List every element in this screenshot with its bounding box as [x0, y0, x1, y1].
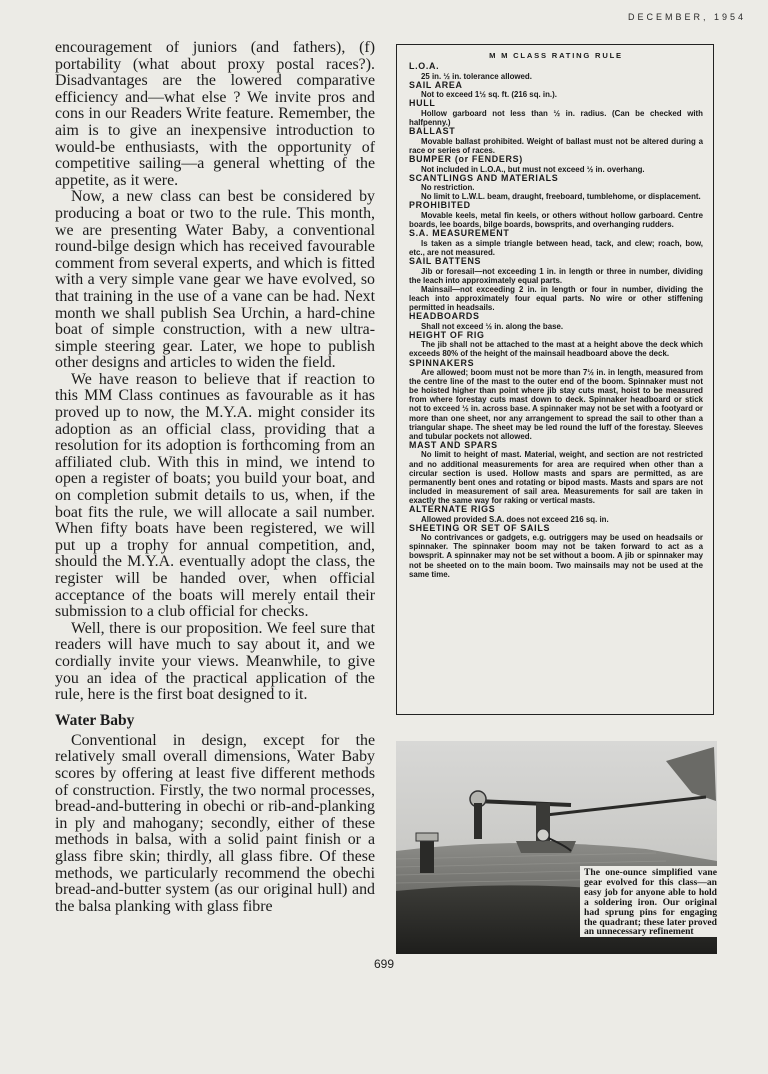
article-paragraph: We have reason to believe that if reaction to this MM Class continues as favourable as it has proved up to now, the M.Y.A. might consider its adoption as an official class, providing that a resolution for its adoption is forthcoming from an affiliated club. With this in mind, we intend to open a register of boats; you build your boat, and on completion submit details to us, when, if the boat fits the rule, we will allocate a sail number. When fifty boats have been registered, we will put up a trophy for annual competition, and, should the M.Y.A. eventually adopt the class, the register will be handed over, when official acceptance of the boats will merely entail their submission to a club official for checks. [55, 370, 375, 621]
rule-section [409, 81, 703, 100]
rule-heading: S.A. MEASUREMENT [409, 228, 510, 239]
photo-caption: The one-ounce simplified vane gear evolved for this class—an easy job for anyone able to hold a soldering iron. Our original had sprung pins for engaging the quadrant; these later proved an unnecessary refinement [580, 866, 717, 937]
rule-section [409, 201, 703, 229]
rule-text: Is taken as a simple triangle between head, tack, and clew; roach, bow, etc., are not measured. [409, 238, 703, 257]
rule-text: Jib or foresail—not exceeding 1 in. in length or three in number, dividing the leach into approximately equal parts. [409, 266, 703, 285]
rule-heading: HEIGHT OF RIG [409, 329, 485, 340]
article-paragraph: Well, there is our proposition. We feel sure that readers will have much to say about it, and we cordially invite your views. Meanwhile, to give you an idea of the practical application of the rule, here is the first boat designed to it. [55, 619, 375, 704]
rule-heading: SAIL AREA [409, 79, 463, 90]
rule-text: Hollow garboard not less than ½ in. radius. (Can be checked with halfpenny.) [409, 108, 703, 128]
rule-section [409, 505, 703, 524]
rule-heading: PROHIBITED [409, 200, 471, 211]
rating-rule-box [396, 44, 714, 715]
rule-box-title: M M CLASS RATING RULE [489, 51, 623, 60]
article-paragraph: encouragement of juniors (and fathers), (f) portability (what about proxy postal races?). Disadvantages are the lowered comparative efficiency and—what else ? We invite pros and cons in our Readers Write feature. Remember, the aim is to give an inexpensive introduction to would-be enthusiasts, with the opportunity of competitive sailing—a general whetting of the appetite, as it were. [55, 39, 375, 189]
rule-heading: BUMPER (or FENDERS) [409, 153, 523, 164]
rule-text: No contrivances or gadgets, e.g. outriggers may be used on headsails or spinnaker. The spinnaker boom may not be taken forward to act as a bowsprit. A spinnaker may not be set without a boom. A jib or spinnaker may not be sheeted on to the main boom. Two mainsails may not be used at the same time. [409, 533, 703, 579]
rule-text: No limit to height of mast. Material, weight, and section are not restricted and no additional measurements for area are required when other than a circular section is used. Hollow masts and spars are permitted, as are permanently bent ones and rotating or bipod masts. Masts and spars are not included in measurement of sail area. Measurements for sail are taken in exactly the same way for raking or vertical masts. [409, 450, 703, 505]
vane-gear-photo [396, 741, 717, 954]
rule-text: Shall not exceed ½ in. along the base. [421, 321, 564, 331]
rule-heading: SPINNAKERS [409, 357, 475, 368]
rule-heading: SCANTLINGS AND MATERIALS [409, 172, 559, 183]
rule-section [409, 331, 703, 359]
rule-text: The jib shall not be attached to the mast at a height above the deck which exceeds 80% of the height of the mainsail headboard above the deck. [409, 340, 703, 359]
rule-section [409, 257, 703, 312]
rule-section [409, 99, 703, 127]
rule-section [409, 524, 703, 579]
rule-text: Are allowed; boom must not be more than 7½ in. in length, measured from the centre line of the mast to the outer end of the boom. Spinnaker must not be hoisted higher than point where jib stay cuts mast, hoist to be measured from where forestay cuts mast down to deck. Spinnaker headboard or stick not to exceed ½ in. across base. A spinnaker may not be set with a footyard or more than one sheet, nor any arrangement to spread the sail to other than a triangular shape. The sheet may be led round the luff of the forestay. Sleeves and tubular pockets not allowed. [409, 368, 703, 441]
rule-section [409, 229, 703, 257]
rule-section [409, 127, 703, 155]
rule-text: Mainsail—not exceeding 2 in. in length or four in number, dividing the leach into approximately four equal parts. No wire or other stiffening permitted in headsails. [409, 284, 703, 312]
section-heading: Water Baby [55, 711, 135, 729]
rule-section [409, 62, 703, 81]
rule-section [409, 174, 703, 202]
rule-text: No limit to L.W.L. beam, draught, freeboard, tumblehome, or displacement. [421, 192, 701, 202]
rule-heading: BALLAST [409, 126, 456, 137]
article-column [55, 40, 375, 915]
rule-heading: SHEETING OR SET OF SAILS [409, 522, 551, 533]
rule-heading: ALTERNATE RIGS [409, 504, 496, 514]
article-paragraph: Now, a new class can best be considered by producing a boat or two to the rule. This month, we are presenting Water Baby, a conventional round-bilge design which has received favourable comment from several experts, and which is fitted with a very simple vane gear we have evolved, so that training in the use of a vane can be had. Next month we shall publish Sea Urchin, a hard-chine boat of simple construction, with a new ultra-simple steering gear. Later, we hope to publish other designs and articles to widen the field. [55, 188, 375, 372]
rule-text: No restriction. [421, 183, 475, 193]
rule-section [409, 441, 703, 505]
rule-heading: HULL [409, 98, 436, 109]
rule-heading: HEADBOARDS [409, 311, 480, 322]
rule-text: 25 in. ½ in. tolerance allowed. [421, 71, 532, 81]
rule-section [409, 359, 703, 441]
rule-heading: MAST AND SPARS [409, 439, 498, 450]
rule-heading: L.O.A. [409, 61, 440, 71]
rule-section [409, 312, 703, 331]
issue-date: DECEMBER, 1954 [627, 12, 746, 22]
article-paragraph: Conventional in design, except for the relatively small overall dimensions, Water Baby scores by offering at least five different methods of construction. Firstly, the two normal processes, bread-and-buttering in obechi or rib-and-planking in ply and mahogany; secondly, either of these methods in balsa, with a solid paint finish or a glass fibre skin; thirdly, all glass fibre. Of these methods, we particularly recommend the obechi bread-and-butter system (as our original hull) and the balsa planking with glass fibre [55, 731, 375, 915]
rule-sections [409, 62, 703, 579]
rule-heading: SAIL BATTENS [409, 255, 482, 266]
rule-text: Movable keels, metal fin keels, or others without hollow garboard. Centre boards, lee boards, bilge boards, bowsprits, and overhanging rudders. [409, 211, 703, 230]
rule-text: Allowed provided S.A. does not exceed 216 sq. in. [421, 514, 609, 524]
page-number: 699 [373, 957, 395, 971]
rule-text: Not to exceed 1½ sq. ft. (216 sq. in.). [421, 90, 557, 100]
rule-section [409, 155, 703, 174]
rule-text: Movable ballast prohibited. Weight of ballast must not be altered during a race or series of races. [409, 136, 703, 155]
rule-text: Not included in L.O.A., but must not exceed ½ in. overhang. [421, 164, 645, 174]
